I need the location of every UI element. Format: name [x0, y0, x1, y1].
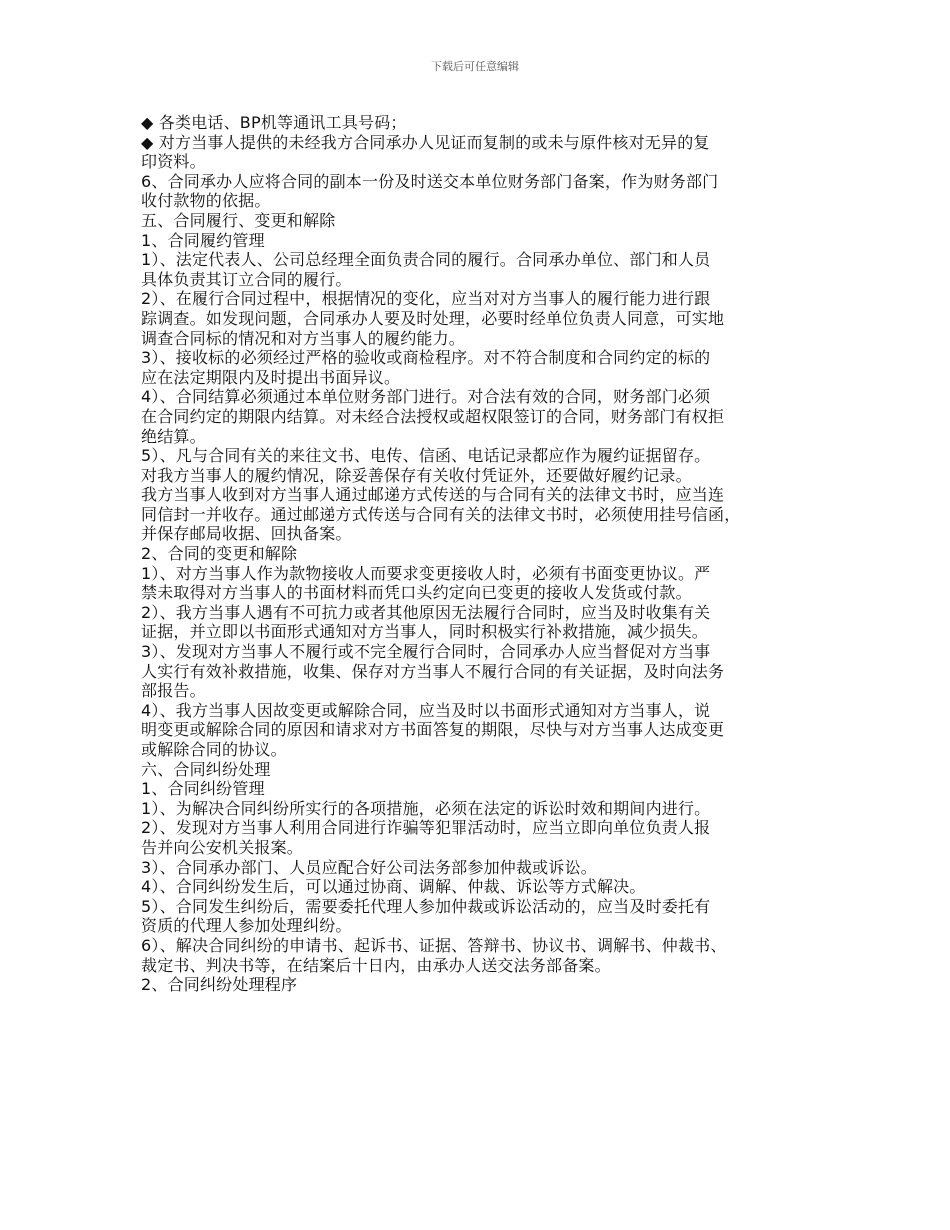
text-line: 2）、发现对方当事人利用合同进行诈骗等犯罪活动时，应当立即向单位负责人报	[141, 818, 711, 838]
text-line: 5）、合同发生纠纷后，需要委托代理人参加仲裁或诉讼活动的，应当及时委托有	[141, 896, 711, 916]
text-line: 印资料。	[141, 152, 206, 172]
text-line: 1）、法定代表人、公司总经理全面负责合同的履行。合同承办单位、部门和人员	[141, 250, 711, 270]
text-line: 禁未取得对方当事人的书面材料而凭口头约定向已变更的接收人发货或付款。	[141, 583, 692, 603]
subsection-heading: 2、合同纠纷处理程序	[141, 975, 298, 995]
text-line: 6、合同承办人应将合同的副本一份及时送交本单位财务部门备案，作为财务部门	[141, 171, 719, 191]
text-line: 2）、在履行合同过程中，根据情况的变化，应当对对方当事人的履行能力进行跟	[141, 289, 711, 309]
text-line: 调查合同标的情况和对方当事人的履约能力。	[141, 328, 466, 348]
text-line: ◆ 各类电话、BP机等通讯工具号码；	[141, 113, 407, 132]
subsection-heading: 1、合同纠纷管理	[141, 779, 265, 799]
text-line: 应在法定期限内及时提出书面异议。	[141, 367, 401, 387]
text-line: 6）、解决合同纠纷的申请书、起诉书、证据、答辩书、协议书、调解书、仲裁书、	[141, 935, 727, 955]
text-line: 收付款物的依据。	[141, 191, 271, 211]
section-heading: 六、合同纠纷处理	[141, 759, 271, 779]
text-line: 部报告。	[141, 681, 206, 701]
text-line: 我方当事人收到对方当事人通过邮递方式传送的与合同有关的法律文书时，应当连	[141, 485, 725, 505]
document-body	[141, 113, 831, 995]
text-line: 4）、合同结算必须通过本单位财务部门进行。对合法有效的合同，财务部门必须	[141, 387, 711, 407]
text-line: 证据，并立即以书面形式通知对方当事人，同时积极实行补救措施，减少损失。	[141, 622, 709, 642]
text-line: 3）、发现对方当事人不履行或不完全履行合同时，合同承办人应当督促对方当事	[141, 642, 711, 662]
text-line: 告并向公安机关报案。	[141, 837, 304, 857]
text-line: 5）、凡与合同有关的来往文书、电传、信函、电话记录都应作为履约证据留存。	[141, 446, 711, 466]
subsection-heading: 2、合同的变更和解除	[141, 544, 298, 564]
text-line: 资质的代理人参加处理纠纷。	[141, 916, 352, 936]
text-line: 或解除合同的协议。	[141, 740, 287, 759]
text-line: 对我方当事人的履约情况，除妥善保存有关收付凭证外，还要做好履约记录。	[141, 465, 692, 485]
text-line: 2）、我方当事人遇有不可抗力或者其他原因无法履行合同时，应当及时收集有关	[141, 602, 711, 622]
text-line: 绝结算。	[141, 426, 206, 446]
section-heading: 五、合同履行、变更和解除	[141, 210, 336, 230]
text-line: 并保存邮局收据、回执备案。	[141, 524, 352, 544]
text-line: 3）、接收标的必须经过严格的验收或商检程序。对不符合制度和合同约定的标的	[141, 348, 711, 368]
text-line: 1）、对方当事人作为款物接收人而要求变更接收人时，必须有书面变更协议。严	[141, 563, 711, 583]
text-line: 同信封一并收存。通过邮递方式传送与合同有关的法律文书时，必须使用挂号信函，	[141, 504, 741, 524]
subsection-heading: 1、合同履约管理	[141, 230, 265, 250]
text-line: 4）、合同纠纷发生后，可以通过协商、调解、仲裁、诉讼等方式解决。	[141, 877, 646, 897]
text-line: 具体负责其订立合同的履行。	[141, 269, 352, 289]
text-line: 裁定书、判决书等，在结案后十日内，由承办人送交法务部备案。	[141, 955, 611, 975]
text-line: 明变更或解除合同的原因和请求对方书面答复的期限，尽快与对方当事人达成变更	[141, 720, 725, 740]
text-line: 踪调查。如发现问题，合同承办人要及时处理，必要时经单位负责人同意，可实地	[141, 308, 725, 328]
page-header: 下载后可任意编辑	[431, 60, 519, 73]
text-line: 1）、为解决合同纠纷所实行的各项措施，必须在法定的诉讼时效和期间内进行。	[141, 798, 711, 818]
text-line: 在合同约定的期限内结算。对未经合法授权或超权限签订的合同，财务部门有权拒	[141, 406, 725, 426]
text-line: 人实行有效补救措施，收集、保存对方当事人不履行合同的有关证据，及时向法务	[141, 661, 725, 681]
text-line: 4）、我方当事人因故变更或解除合同，应当及时以书面形式通知对方当事人，说	[141, 700, 711, 720]
text-line: 3）、合同承办部门、人员应配合好公司法务部参加仲裁或诉讼。	[141, 857, 597, 877]
text-line: ◆ 对方当事人提供的未经我方合同承办人见证而复制的或未与原件核对无异的复	[141, 132, 710, 152]
